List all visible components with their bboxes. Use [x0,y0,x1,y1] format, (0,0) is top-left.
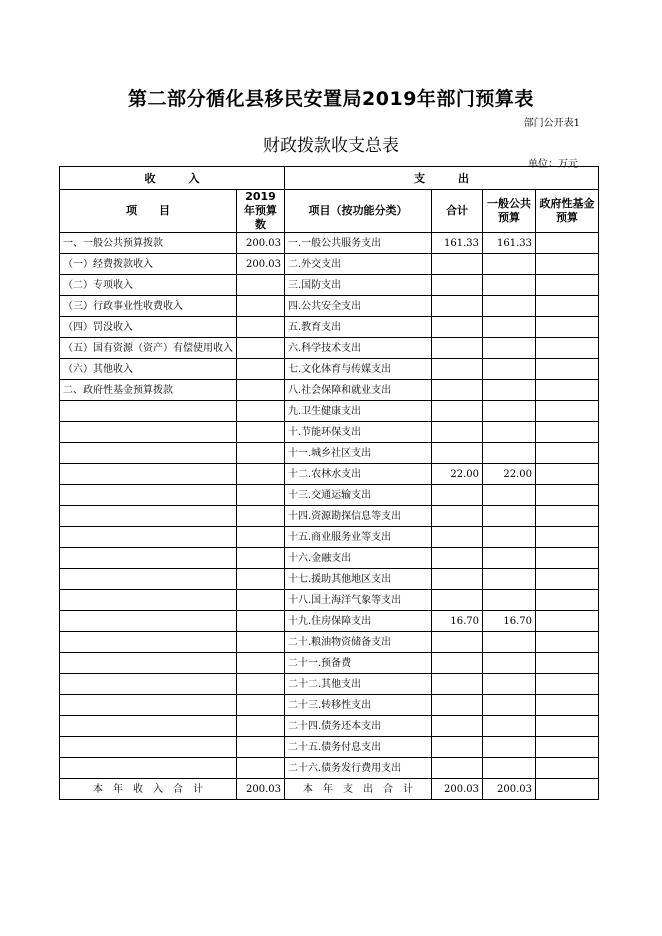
expense-general-value [483,485,536,506]
expense-fund-value [536,737,599,758]
table-row [60,275,599,296]
page-title: 第二部分循化县移民安置局2019年部门预算表 [128,88,534,110]
expense-general-sum: 200.03 [483,779,536,800]
income-item-label: （一）经费拨款收入 [60,254,237,275]
expense-item-label: 一.一般公共服务支出 [285,233,432,254]
expense-item-label: 二十五.债务付息支出 [285,737,432,758]
expense-item-label: 十.节能环保支出 [285,422,432,443]
expense-general-value [483,632,536,653]
expense-item-label: 二十四.债务还本支出 [285,716,432,737]
expense-general-value [483,443,536,464]
expense-fund-value [536,506,599,527]
expense-total-value [432,653,483,674]
col-header-total: 合计 [432,190,483,233]
income-budget-value [237,716,285,737]
expense-general-value: 22.00 [483,464,536,485]
expense-item-label: 十八.国土海洋气象等支出 [285,590,432,611]
expense-total-value [432,548,483,569]
table-row [60,611,599,632]
column-header-row [60,190,599,233]
expense-general-value [483,590,536,611]
income-item-label: （六）其他收入 [60,359,237,380]
income-budget-value [237,674,285,695]
income-budget-value [237,275,285,296]
income-budget-value [237,464,285,485]
table-row [60,527,599,548]
expense-item-label: 二十一.预备费 [285,653,432,674]
expense-fund-value [536,590,599,611]
expense-fund-value [536,548,599,569]
income-budget-value [237,401,285,422]
income-budget-value [237,632,285,653]
income-group-header: 收 入 [60,167,285,190]
expense-item-label: 十六.金融支出 [285,548,432,569]
income-budget-value [237,485,285,506]
expense-fund-value [536,443,599,464]
income-budget-value [237,527,285,548]
income-item-label: （五）国有资源（资产）有偿使用收入 [60,338,237,359]
table-row [60,422,599,443]
income-item-label [60,716,237,737]
expense-general-value [483,716,536,737]
expense-item-label: 二十六.债务发行费用支出 [285,758,432,779]
expense-total-value [432,422,483,443]
income-item-label [60,569,237,590]
table-row [60,716,599,737]
expense-fund-value [536,296,599,317]
budget-table [59,166,599,800]
income-item-label [60,737,237,758]
table-row [60,338,599,359]
expense-total-sum: 200.03 [432,779,483,800]
expense-fund-value [536,464,599,485]
col-header-budget-2019: 2019年预算数 [237,190,285,233]
expense-fund-value [536,317,599,338]
table-row [60,695,599,716]
expense-fund-value [536,401,599,422]
expense-total-value [432,254,483,275]
expense-total-value [432,506,483,527]
expense-general-value [483,737,536,758]
table-row [60,233,599,254]
table-row [60,674,599,695]
expense-item-label: 七.文化体育与传媒支出 [285,359,432,380]
expense-item-label: 十五.商业服务业等支出 [285,527,432,548]
expense-fund-value [536,254,599,275]
income-item-label: （三）行政事业性收费收入 [60,296,237,317]
income-budget-value [237,590,285,611]
income-budget-value [237,317,285,338]
expense-general-value [483,695,536,716]
income-budget-value [237,737,285,758]
expense-general-value: 16.70 [483,611,536,632]
expense-general-value [483,758,536,779]
expense-total-value [432,569,483,590]
expense-item-label: 十二.农林水支出 [285,464,432,485]
income-budget-value: 200.03 [237,233,285,254]
unit-label: 单位：万元 [528,159,578,170]
income-item-label [60,443,237,464]
expense-fund-value [536,716,599,737]
expense-total-value: 16.70 [432,611,483,632]
col-header-general-budget: 一般公共预算 [483,190,536,233]
expense-total-value [432,485,483,506]
income-item-label: （二）专项收入 [60,275,237,296]
expense-general-value [483,548,536,569]
expense-fund-value [536,758,599,779]
expense-fund-value [536,569,599,590]
expense-total-value [432,380,483,401]
expense-general-value [483,359,536,380]
expense-total-value [432,695,483,716]
expense-general-value [483,527,536,548]
expense-group-header: 支 出 [285,167,599,190]
form-number: 部门公开表1 [523,118,580,129]
expense-fund-value [536,338,599,359]
expense-fund-sum [536,779,599,800]
expense-item-label: 十七.援助其他地区支出 [285,569,432,590]
income-item-label [60,632,237,653]
expense-general-value [483,569,536,590]
income-item-label: 一、一般公共预算拨款 [60,233,237,254]
income-budget-value [237,569,285,590]
expense-total-value [432,632,483,653]
table-row [60,296,599,317]
expense-item-label: 十一.城乡社区支出 [285,443,432,464]
income-item-label [60,590,237,611]
expense-fund-value [536,674,599,695]
income-budget-value [237,611,285,632]
income-budget-value [237,653,285,674]
expense-item-label: 十九.住房保障支出 [285,611,432,632]
col-header-gov-fund-budget: 政府性基金预算 [536,190,599,233]
income-budget-value [237,758,285,779]
income-item-label [60,674,237,695]
income-item-label [60,464,237,485]
expense-general-value [483,338,536,359]
expense-general-value [483,275,536,296]
expense-total-value: 161.33 [432,233,483,254]
expense-total-value [432,737,483,758]
expense-general-value [483,317,536,338]
table-row [60,632,599,653]
expense-item-label: 六.科学技术支出 [285,338,432,359]
income-item-label [60,527,237,548]
expense-general-value [483,653,536,674]
group-header-row [60,167,599,190]
expense-fund-value [536,422,599,443]
income-item-label [60,611,237,632]
income-item-label [60,422,237,443]
expense-fund-value [536,380,599,401]
expense-item-label: 二.外交支出 [285,254,432,275]
expense-general-value [483,674,536,695]
income-item-label [60,401,237,422]
table-row [60,653,599,674]
income-item-label [60,548,237,569]
expense-item-label: 二十三.转移性支出 [285,695,432,716]
expense-general-value [483,296,536,317]
table-row [60,569,599,590]
expense-general-value [483,422,536,443]
expense-fund-value [536,359,599,380]
income-budget-value [237,548,285,569]
expense-total-value [432,317,483,338]
expense-general-value [483,401,536,422]
expense-total-value: 22.00 [432,464,483,485]
income-budget-value [237,695,285,716]
expense-item-label: 二十二.其他支出 [285,674,432,695]
income-item-label: 二、政府性基金预算拨款 [60,380,237,401]
expense-general-value [483,506,536,527]
expense-fund-value [536,632,599,653]
table-row [60,317,599,338]
income-budget-value: 200.03 [237,254,285,275]
total-row [60,779,599,800]
expense-total-value [432,401,483,422]
expense-total-value [432,296,483,317]
expense-total-value [432,443,483,464]
expense-item-label: 二十.粮油物资储备支出 [285,632,432,653]
expense-fund-value [536,527,599,548]
expense-fund-value [536,653,599,674]
income-total-value: 200.03 [237,779,285,800]
expense-item-label: 四.公共安全支出 [285,296,432,317]
expense-general-value [483,254,536,275]
income-item-label [60,653,237,674]
col-header-func-item: 项目（按功能分类） [285,190,432,233]
expense-item-label: 三.国防支出 [285,275,432,296]
table-row [60,401,599,422]
income-budget-value [237,443,285,464]
expense-total-value [432,674,483,695]
table-title: 财政拨款收支总表 [263,136,399,156]
income-item-label [60,506,237,527]
income-item-label: （四）罚没收入 [60,317,237,338]
expense-item-label: 十三.交通运输支出 [285,485,432,506]
expense-total-value [432,275,483,296]
income-budget-value [237,380,285,401]
expense-fund-value [536,275,599,296]
expense-fund-value [536,695,599,716]
income-item-label [60,485,237,506]
expense-fund-value [536,233,599,254]
table-row [60,443,599,464]
expense-item-label: 十四.资源勘探信息等支出 [285,506,432,527]
expense-fund-value [536,611,599,632]
expense-item-label: 八.社会保障和就业支出 [285,380,432,401]
table-row [60,506,599,527]
expense-total-value [432,527,483,548]
income-budget-value [237,296,285,317]
expense-total-value [432,590,483,611]
income-item-label [60,695,237,716]
expense-total-value [432,359,483,380]
expense-total-value [432,338,483,359]
table-row [60,737,599,758]
income-total-label: 本 年 收 入 合 计 [60,779,237,800]
expense-item-label: 九.卫生健康支出 [285,401,432,422]
table-row [60,485,599,506]
income-budget-value [237,338,285,359]
expense-total-label: 本 年 支 出 合 计 [285,779,432,800]
table-row [60,464,599,485]
income-budget-value [237,359,285,380]
table-row [60,590,599,611]
col-header-item: 项 目 [60,190,237,233]
income-budget-value [237,422,285,443]
expense-total-value [432,716,483,737]
expense-general-value [483,380,536,401]
expense-total-value [432,758,483,779]
expense-general-value: 161.33 [483,233,536,254]
income-item-label [60,758,237,779]
table-row [60,380,599,401]
table-row [60,548,599,569]
expense-fund-value [536,485,599,506]
expense-item-label: 五.教育支出 [285,317,432,338]
table-row [60,758,599,779]
table-row [60,254,599,275]
table-row [60,359,599,380]
income-budget-value [237,506,285,527]
